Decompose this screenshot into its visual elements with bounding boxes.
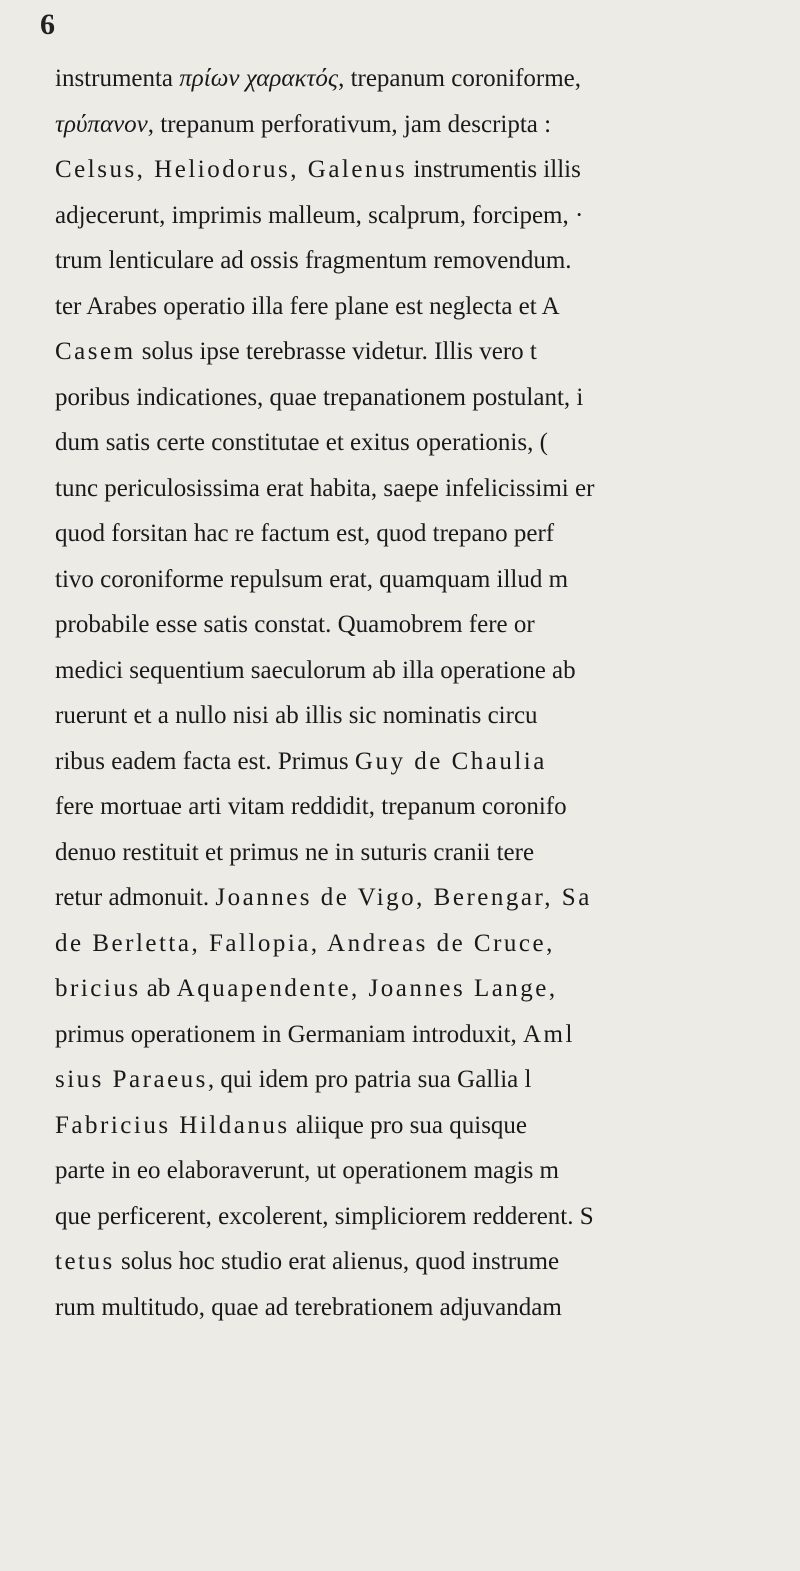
- text-line: [55, 830, 800, 876]
- text-line: [55, 966, 800, 1012]
- text-line: [55, 1285, 800, 1331]
- text-line: [55, 56, 800, 102]
- text-segment: ruerunt et a nullo nisi ab illis sic nominatis circu: [55, 702, 538, 729]
- text-segment: denuo restituit et primus ne in suturis cranii tere: [55, 838, 535, 866]
- text-segment: medici sequentium saeculorum ab illa operatione ab: [55, 656, 576, 684]
- author-name: de Berletta, Fallopia, Andreas de Cruce,: [55, 929, 555, 957]
- author-name: tetus: [55, 1248, 115, 1275]
- text-segment: poribus indicationes, quae trepanationem postulant, i: [55, 383, 584, 411]
- author-name: sius Paraeus: [55, 1066, 208, 1093]
- text-line: [55, 648, 800, 694]
- text-segment: probabile esse satis constat. Quamobrem fere or: [55, 611, 535, 638]
- text-segment: fere mortuae arti vitam reddidit, trepanum coronifo: [55, 793, 567, 820]
- text-segment: quod forsitan hac re factum est, quod trepano perf: [55, 520, 555, 547]
- text-line: [55, 1103, 800, 1149]
- author-name: Casem: [55, 338, 136, 365]
- text-line: [55, 1012, 800, 1058]
- text-line: [55, 1057, 800, 1103]
- text-line: [55, 329, 800, 375]
- text-line: [55, 602, 800, 648]
- text-line: [55, 193, 800, 239]
- text-segment: que perficerent, excolerent, simpliciorem redderent. S: [55, 1202, 594, 1230]
- text-segment: primus operationem in Germaniam introduxit,: [55, 1020, 523, 1048]
- text-segment: solus hoc studio erat alienus, quod instrume: [114, 1248, 560, 1275]
- text-line: [55, 375, 800, 421]
- text-segment: parte in eo elaboraverunt, ut operationem magis m: [55, 1157, 559, 1184]
- author-name: bricius: [55, 975, 141, 1002]
- text-line: [55, 739, 800, 785]
- text-line: [55, 420, 800, 466]
- text-line: [55, 1148, 800, 1194]
- text-segment: instrumenta: [55, 65, 180, 92]
- author-name: Celsus, Heliodorus, Galenus: [55, 156, 408, 183]
- text-line: [55, 238, 800, 284]
- text-segment: instrumentis illis: [407, 156, 581, 183]
- text-line: [55, 466, 800, 512]
- text-segment: solus ipse terebrasse videtur. Illis vero t: [135, 338, 537, 365]
- text-line: [55, 1239, 800, 1285]
- text-segment: , qui idem pro patria sua Gallia l: [207, 1066, 532, 1093]
- text-segment: tunc periculosissima erat habita, saepe infelicissimi er: [55, 474, 595, 502]
- text-segment: ter Arabes operatio illa fere plane est neglecta et A: [55, 292, 560, 320]
- text-segment: trum lenticulare ad ossis fragmentum removendum.: [55, 247, 572, 274]
- text-segment: aliique pro sua quisque: [289, 1111, 528, 1139]
- text-line: [55, 102, 800, 148]
- text-segment: rum multitudo, quae ad terebrationem adjuvandam: [55, 1293, 562, 1321]
- text-line: [55, 875, 800, 921]
- text-line: [55, 557, 800, 603]
- text-segment: tivo coroniforme repulsum erat, quamquam illud m: [55, 565, 569, 593]
- text-segment: , trepanum coroniforme,: [338, 65, 582, 92]
- text-segment: ribus eadem facta est. Primus: [55, 747, 355, 775]
- author-name: Aquapendente, Joannes Lange,: [176, 975, 558, 1002]
- body-text: [55, 56, 800, 1330]
- text-segment: retur admonuit.: [55, 884, 216, 911]
- greek-term: πρίων χαρακτός: [179, 65, 339, 92]
- text-segment: dum satis certe constitutae et exitus operationis, (: [55, 429, 548, 456]
- author-name: Aml: [522, 1020, 575, 1048]
- text-line: [55, 921, 800, 967]
- text-segment: ab: [140, 975, 177, 1002]
- author-name: Fabricius Hildanus: [55, 1111, 290, 1139]
- text-line: [55, 511, 800, 557]
- greek-term: τρύπανον: [55, 110, 148, 138]
- text-line: [55, 284, 800, 330]
- text-segment: , trepanum perforativum, jam descripta :: [147, 110, 552, 138]
- text-line: [55, 693, 800, 739]
- text-segment: adjecerunt, imprimis malleum, scalprum, forcipem, ·: [55, 201, 584, 229]
- text-line: [55, 784, 800, 830]
- text-line: [55, 1194, 800, 1240]
- page-number: 6: [40, 8, 55, 41]
- author-name: Joannes de Vigo, Berengar, Sa: [215, 884, 592, 911]
- author-name: Guy de Chaulia: [354, 747, 547, 775]
- text-line: [55, 147, 800, 193]
